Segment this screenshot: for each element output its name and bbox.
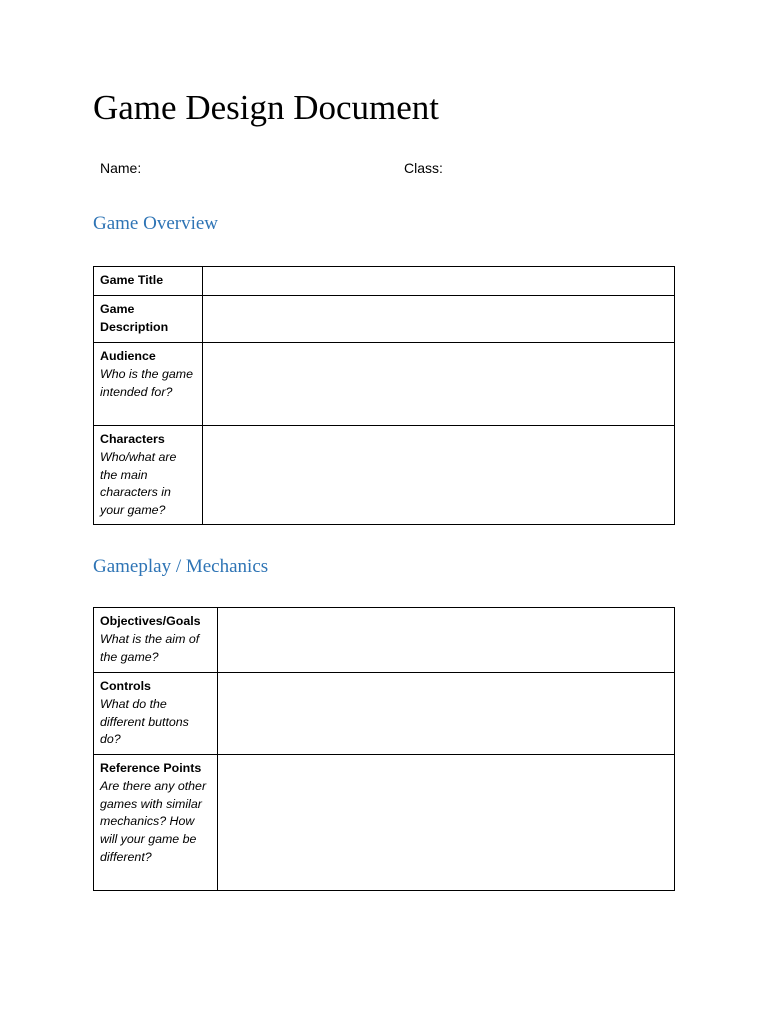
row-hint: What is the aim of the game? [100, 631, 200, 664]
row-label: Characters [100, 432, 165, 446]
class-label: Class: [404, 160, 443, 176]
section-heading-gameplay-mechanics: Gameplay / Mechanics [93, 556, 269, 577]
row-hint: What do the different buttons do? [100, 696, 189, 747]
name-label: Name: [100, 160, 142, 176]
row-label-cell [94, 296, 203, 343]
row-hint: Who is the game intended for? [100, 366, 193, 399]
row-hint: Are there any other games with similar mechanics? How will your game be different? [100, 778, 207, 864]
section-heading-game-overview: Game Overview [93, 213, 219, 234]
row-label-cell [94, 608, 218, 673]
game-description-answer-cell[interactable] [203, 296, 675, 343]
row-label: Audience [100, 349, 156, 363]
table-row-game-description [94, 296, 675, 343]
table-row-reference-points [94, 755, 675, 891]
objectives-goals-answer-cell[interactable] [218, 608, 675, 673]
table-row-characters [94, 426, 675, 525]
table-row-game-title [94, 267, 675, 296]
row-label: Game Description [100, 302, 169, 334]
audience-answer-cell[interactable] [203, 343, 675, 426]
row-label-cell [94, 343, 203, 426]
table-row-audience [94, 343, 675, 426]
row-label: Game Title [100, 273, 164, 287]
controls-answer-cell[interactable] [218, 673, 675, 755]
game-overview-table [93, 266, 675, 525]
row-label-cell [94, 755, 218, 891]
row-label-cell [94, 426, 203, 525]
row-hint: Who/what are the main characters in your game? [100, 449, 177, 518]
game-title-answer-cell[interactable] [203, 267, 675, 296]
page-title: Game Design Document [93, 88, 440, 127]
reference-points-answer-cell[interactable] [218, 755, 675, 891]
table-row-objectives-goals [94, 608, 675, 673]
row-label: Reference Points [100, 761, 202, 775]
row-label-cell [94, 673, 218, 755]
gameplay-mechanics-table [93, 607, 675, 891]
characters-answer-cell[interactable] [203, 426, 675, 525]
table-row-controls [94, 673, 675, 755]
row-label-cell [94, 267, 203, 296]
row-label: Controls [100, 679, 151, 693]
row-label: Objectives/Goals [100, 614, 201, 628]
